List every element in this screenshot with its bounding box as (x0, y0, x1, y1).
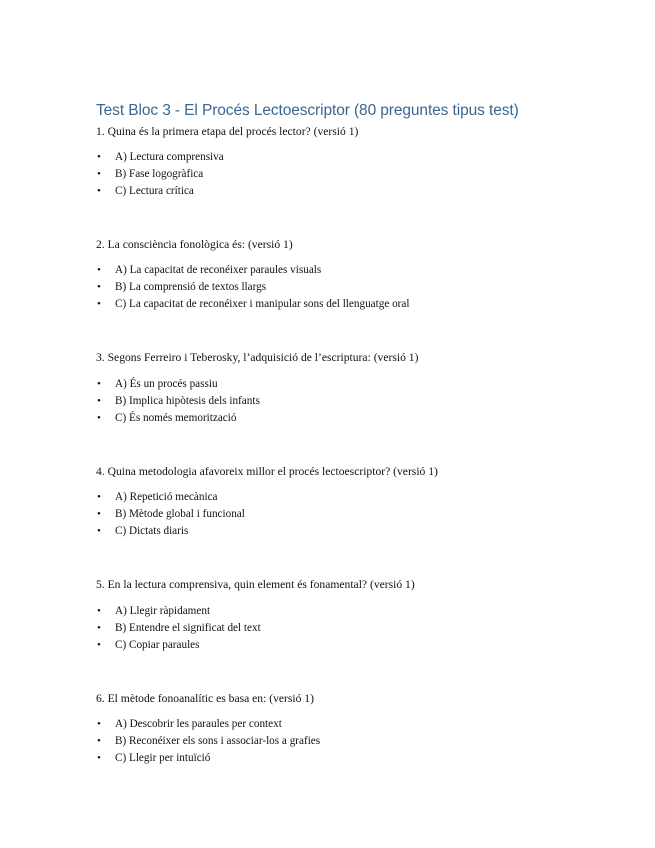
option-label: A) Repetició mecànica (115, 491, 218, 503)
list-item (96, 296, 409, 313)
question-5: 5. En la lectura comprensiva, quin element és fonamental? (versió 1) (96, 578, 415, 591)
list-item (96, 620, 261, 637)
bullet-icon: • (97, 185, 101, 197)
list-item (96, 166, 224, 183)
bullet-icon: • (97, 395, 101, 407)
list-item (96, 603, 261, 620)
list-item (96, 489, 245, 506)
list-item (96, 410, 260, 427)
option-label: B) Reconéixer els sons i associar-los a grafies (115, 735, 321, 747)
option-label: B) Implica hipòtesis dels infants (115, 395, 260, 407)
bullet-icon: • (97, 264, 101, 276)
question-4: 4. Quina metodologia afavoreix millor el procés lectoescriptor? (versió 1) (96, 465, 438, 478)
option-label: C) Copiar paraules (115, 639, 200, 651)
option-label: C) És només memorització (115, 412, 237, 424)
bullet-icon: • (97, 718, 101, 730)
question-2-options (96, 262, 409, 313)
bullet-icon: • (97, 298, 101, 310)
bullet-icon: • (97, 412, 101, 424)
option-label: C) La capacitat de reconéixer i manipular sons del llenguatge oral (115, 298, 410, 310)
option-label: C) Llegir per intuïció (115, 752, 211, 764)
option-label: A) Lectura comprensiva (115, 151, 224, 163)
bullet-icon: • (97, 168, 101, 180)
list-item (96, 183, 224, 200)
list-item (96, 506, 245, 523)
list-item (96, 393, 260, 410)
option-label: A) Llegir ràpidament (115, 605, 211, 617)
list-item (96, 733, 320, 750)
question-1: 1. Quina és la primera etapa del procés lector? (versió 1) (96, 125, 359, 138)
question-6: 6. El mètode fonoanalític es basa en: (versió 1) (96, 692, 314, 705)
list-item (96, 376, 260, 393)
option-label: B) Entendre el significat del text (115, 622, 261, 634)
option-label: B) Mètode global i funcional (115, 508, 245, 520)
question-1-options (96, 149, 224, 200)
option-label: A) És un procés passiu (115, 378, 218, 390)
question-4-options (96, 489, 245, 540)
question-3: 3. Segons Ferreiro i Teberosky, l’adquisició de l’escriptura: (versió 1) (96, 351, 419, 364)
bullet-icon: • (97, 491, 101, 503)
bullet-icon: • (97, 639, 101, 651)
question-5-options (96, 603, 261, 654)
bullet-icon: • (97, 281, 101, 293)
question-6-options (96, 716, 320, 767)
bullet-icon: • (97, 151, 101, 163)
list-item (96, 149, 224, 166)
list-item (96, 523, 245, 540)
document-title: Test Bloc 3 - El Procés Lectoescriptor (80 preguntes tipus test) (96, 102, 519, 119)
bullet-icon: • (97, 605, 101, 617)
option-label: C) Lectura crítica (115, 185, 194, 197)
question-2: 2. La consciència fonològica és: (versió 1) (96, 238, 293, 251)
list-item (96, 279, 409, 296)
list-item (96, 262, 409, 279)
bullet-icon: • (97, 735, 101, 747)
bullet-icon: • (97, 508, 101, 520)
question-3-options (96, 376, 260, 427)
option-label: C) Dictats diaris (115, 525, 189, 537)
list-item (96, 716, 320, 733)
bullet-icon: • (97, 525, 101, 537)
bullet-icon: • (97, 378, 101, 390)
option-label: B) Fase logogràfica (115, 168, 204, 180)
option-label: B) La comprensió de textos llargs (115, 281, 267, 293)
list-item (96, 750, 320, 767)
list-item (96, 637, 261, 654)
option-label: A) La capacitat de reconéixer paraules visuals (115, 264, 322, 276)
bullet-icon: • (97, 622, 101, 634)
bullet-icon: • (97, 752, 101, 764)
option-label: A) Descobrir les paraules per context (115, 718, 282, 730)
